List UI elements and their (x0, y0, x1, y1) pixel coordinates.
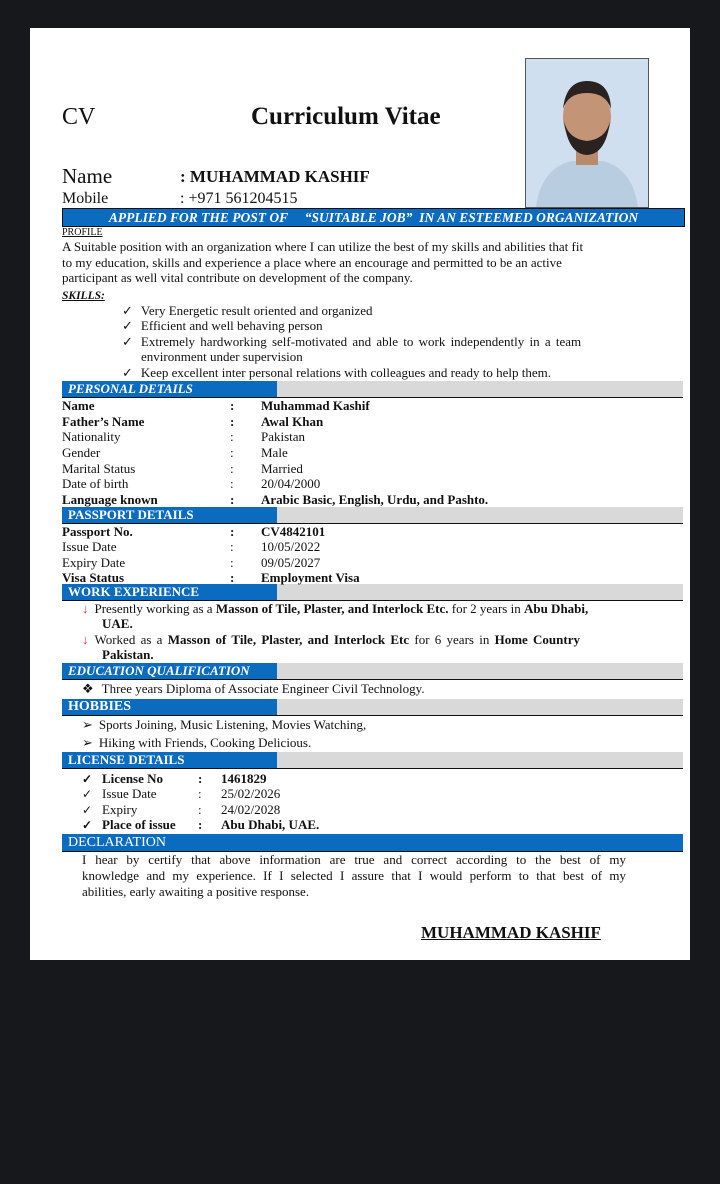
row-value: Muhammad Kashif (261, 398, 370, 413)
section-hobbies (62, 699, 683, 716)
declaration-text (82, 852, 626, 900)
declaration-line: I hear by certify that above information are true and correct according to the best of my (82, 852, 626, 867)
mobile-label: Mobile (62, 190, 109, 207)
row-value: Awal Khan (261, 414, 324, 429)
row-value: Employment Visa (261, 570, 360, 585)
row-label: Gender (62, 445, 101, 460)
check-icon: ✓ (122, 303, 133, 318)
check-icon: ✓ (82, 787, 93, 801)
row-label: License No (102, 771, 164, 786)
row-value: Male (261, 445, 288, 460)
diamond-bullet-icon: ❖ (82, 681, 94, 696)
applied-banner: APPLIED FOR THE POST OF “SUITABLE JOB” IN AN ESTEEMED ORGANIZATION (62, 208, 685, 227)
row-label: Date of birth (62, 476, 129, 491)
row-label: Nationality (62, 429, 121, 444)
row-colon: : (230, 555, 234, 570)
section-personal-details (62, 381, 683, 398)
row-colon: : (230, 445, 234, 460)
row-colon: : (230, 570, 235, 585)
profile-label: PROFILE (62, 227, 103, 238)
skill-item-continued: environment under supervision (141, 349, 303, 364)
skills-label: SKILLS: (62, 290, 105, 302)
work-location: Home Country (494, 632, 580, 647)
section-work-experience (62, 584, 683, 601)
row-label: Visa Status (62, 570, 125, 585)
check-icon: ✓ (82, 803, 93, 817)
page-title: Curriculum Vitae (251, 103, 441, 130)
row-value: 10/05/2022 (261, 539, 321, 554)
education-item: Three years Diploma of Associate Engineer Civil Technology. (101, 681, 425, 696)
section-license-details (62, 752, 683, 769)
row-colon: : (230, 461, 234, 476)
profile-line: to my education, skills and experience a place where an encourage and permitted to be an active (62, 255, 562, 270)
check-icon: ✓ (122, 318, 133, 333)
work-text: Presently working as a (94, 601, 216, 616)
work-role: Masson of Tile, Plaster, and Interlock Etc (167, 632, 410, 647)
skill-item: Very Energetic result oriented and organized (140, 303, 373, 318)
work-text: Worked as a (94, 632, 168, 647)
row-colon: : (230, 414, 235, 429)
section-title: DECLARATION (62, 834, 277, 851)
row-colon: : (230, 476, 234, 491)
row-value: 20/04/2000 (261, 476, 321, 491)
mobile-value: : +971 561204515 (180, 190, 298, 207)
row-colon: : (230, 398, 235, 413)
check-icon: ✓ (82, 818, 93, 832)
row-label: Expiry Date (62, 555, 126, 570)
skill-item: Efficient and well behaving person (140, 318, 323, 333)
section-education (62, 663, 683, 680)
row-label: Passport No. (62, 524, 133, 539)
row-label: Father’s Name (62, 414, 145, 429)
check-icon: ✓ (82, 772, 93, 786)
row-value: Abu Dhabi, UAE. (221, 817, 320, 832)
work-role: Masson of Tile, Plaster, and Interlock Etc. (215, 601, 449, 616)
work-location-continued: UAE. (102, 616, 133, 631)
row-label: Language known (62, 492, 158, 507)
arrow-bullet-icon: ➢ (82, 735, 93, 750)
section-title: EDUCATION QUALIFICATION (62, 663, 277, 679)
section-title: LICENSE DETAILS (62, 752, 277, 768)
row-value: Married (261, 461, 303, 476)
work-location: Abu Dhabi, (523, 601, 589, 616)
profile-photo (525, 58, 649, 208)
arrow-down-icon: ↓ (82, 632, 89, 647)
check-icon: ✓ (122, 365, 133, 380)
profile-line: A Suitable position with an organization where I can utilize the best of my skills and abilities that fit (62, 239, 584, 254)
name-value: : MUHAMMAD KASHIF (180, 167, 370, 186)
section-title: HOBBIES (62, 699, 277, 715)
section-title: PERSONAL DETAILS (62, 381, 277, 397)
check-icon: ✓ (122, 334, 133, 349)
section-passport-details (62, 507, 683, 524)
row-label: Name (62, 398, 95, 413)
row-colon: : (198, 771, 203, 786)
row-value: CV4842101 (261, 524, 326, 539)
section-declaration (62, 834, 683, 852)
work-text: for 6 years in (409, 632, 495, 647)
row-colon: : (198, 802, 202, 817)
name-label: Name (62, 164, 113, 188)
row-colon: : (198, 817, 203, 832)
arrow-bullet-icon: ➢ (82, 717, 93, 732)
profile-line: participant as well vital contribute on development of the company. (62, 270, 413, 285)
row-colon: : (230, 524, 235, 539)
row-colon: : (230, 539, 234, 554)
row-label: Place of issue (102, 817, 176, 832)
declaration-line: knowledge and my experience. If I selected I assure that I would perform to that best of my (82, 868, 626, 883)
row-label: Issue Date (102, 786, 157, 801)
cv-page (30, 28, 690, 960)
row-value: 24/02/2028 (221, 802, 281, 817)
hobby-item: Hiking with Friends, Cooking Delicious. (98, 735, 312, 750)
row-value: 1461829 (221, 771, 267, 786)
skill-item: Keep excellent inter personal relations with colleagues and ready to help them. (140, 365, 551, 380)
section-title: PASSPORT DETAILS (62, 507, 277, 523)
row-label: Expiry (102, 802, 138, 817)
hobby-item: Sports Joining, Music Listening, Movies Watching, (98, 717, 367, 732)
row-colon: : (230, 429, 234, 444)
row-value: Pakistan (261, 429, 306, 444)
row-label: Marital Status (62, 461, 136, 476)
signature-name: MUHAMMAD KASHIF (421, 923, 601, 942)
row-label: Issue Date (62, 539, 117, 554)
declaration-line: abilities, early awaiting a positive response. (82, 884, 310, 899)
arrow-down-icon: ↓ (82, 601, 89, 616)
section-title: WORK EXPERIENCE (62, 584, 277, 600)
row-value: 09/05/2027 (261, 555, 321, 570)
row-value: 25/02/2026 (221, 786, 281, 801)
work-location-continued: Pakistan. (102, 647, 154, 662)
cv-label: CV (62, 104, 96, 130)
row-colon: : (230, 492, 235, 507)
row-value: Arabic Basic, English, Urdu, and Pashto. (261, 492, 489, 507)
work-text: for 2 years in (448, 601, 524, 616)
skill-item: Extremely hardworking self-motivated and able to work independently in a team (140, 334, 582, 349)
row-colon: : (198, 786, 202, 801)
